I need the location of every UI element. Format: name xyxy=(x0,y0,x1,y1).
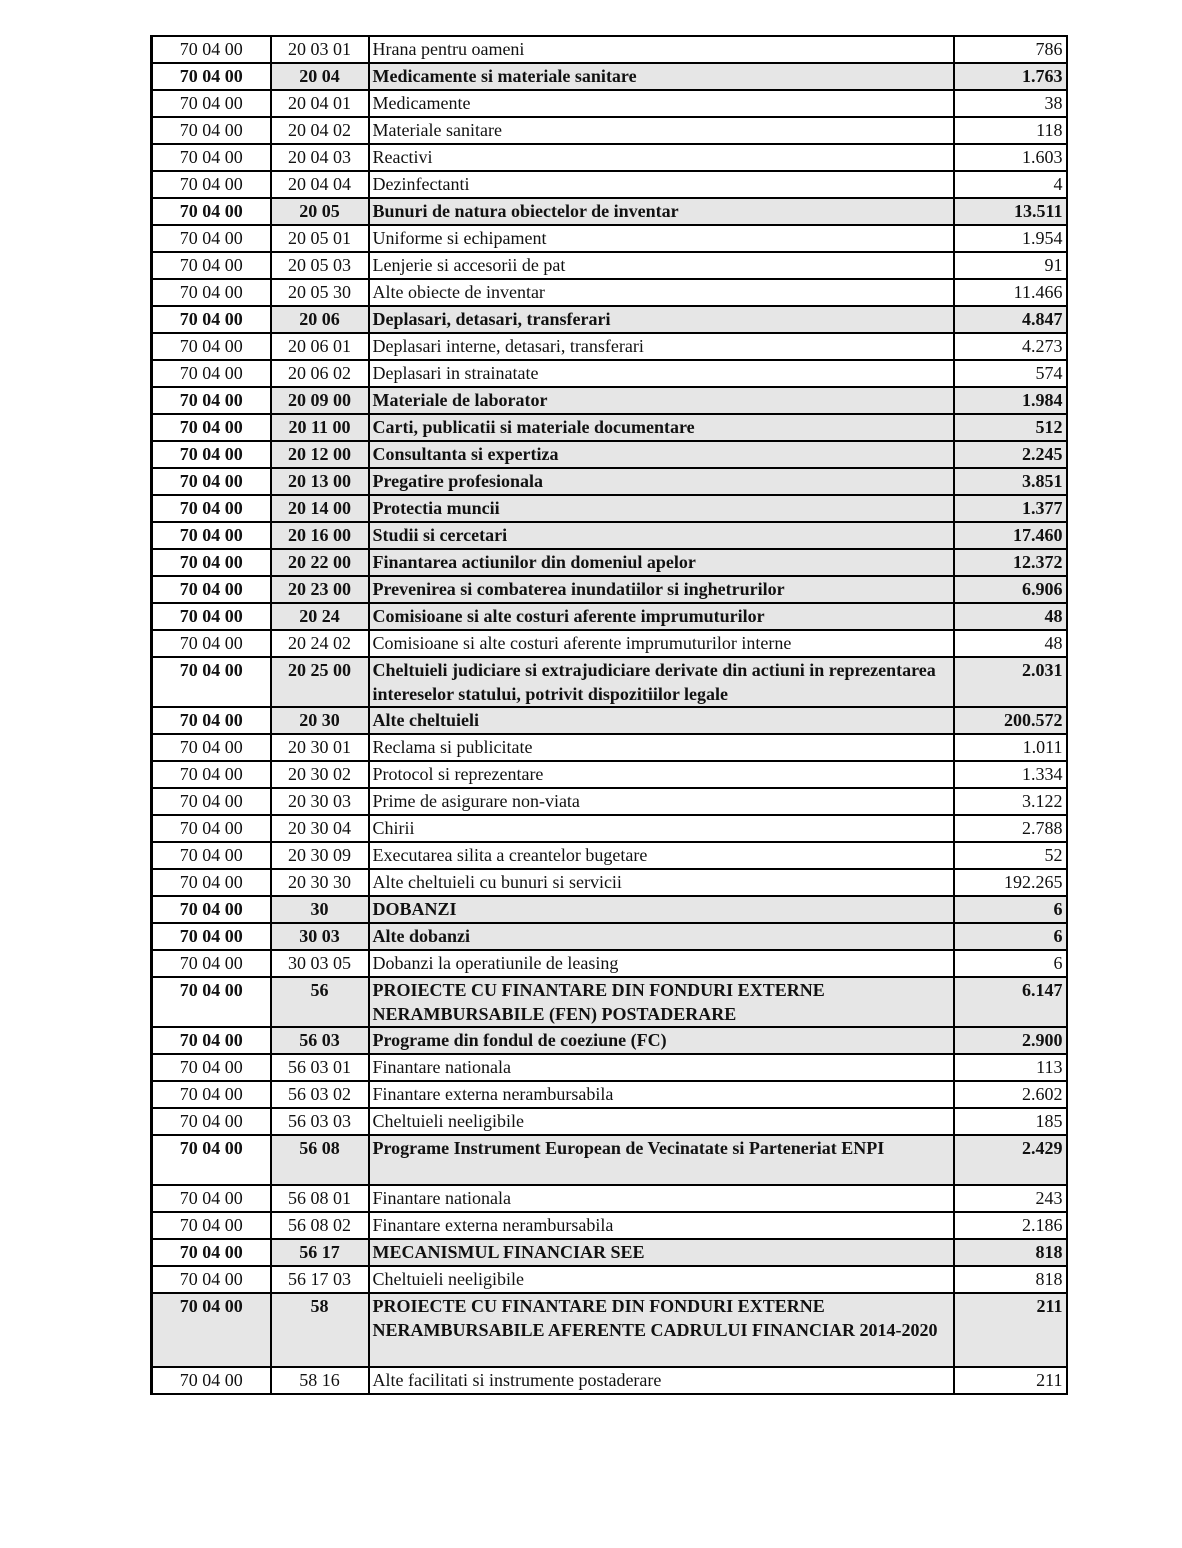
table-row xyxy=(152,603,1067,630)
table-row xyxy=(152,1185,1067,1212)
code-cell: 20 24 xyxy=(271,603,369,630)
description-cell: Deplasari interne, detasari, transferari xyxy=(369,333,954,360)
table-row xyxy=(152,360,1067,387)
description-cell: Reclama si publicitate xyxy=(369,734,954,761)
amount-cell: 48 xyxy=(954,630,1067,657)
table-row xyxy=(152,306,1067,333)
table-row xyxy=(152,923,1067,950)
table-row xyxy=(152,36,1067,63)
chapter-cell: 70 04 00 xyxy=(152,360,271,387)
amount-cell: 4.273 xyxy=(954,333,1067,360)
description-cell: PROIECTE CU FINANTARE DIN FONDURI EXTERNE NERAMBURSABILE (FEN) POSTADERARE xyxy=(369,977,954,1027)
chapter-cell: 70 04 00 xyxy=(152,657,271,707)
code-cell: 20 23 00 xyxy=(271,576,369,603)
code-cell: 20 22 00 xyxy=(271,549,369,576)
table-row xyxy=(152,977,1067,1027)
amount-cell: 818 xyxy=(954,1266,1067,1293)
table-row xyxy=(152,630,1067,657)
chapter-cell: 70 04 00 xyxy=(152,198,271,225)
description-cell: Studii si cercetari xyxy=(369,522,954,549)
description-cell: Finantarea actiunilor din domeniul apelor xyxy=(369,549,954,576)
description-cell: Reactivi xyxy=(369,144,954,171)
table-row xyxy=(152,549,1067,576)
table-row xyxy=(152,788,1067,815)
chapter-cell: 70 04 00 xyxy=(152,63,271,90)
amount-cell: 38 xyxy=(954,90,1067,117)
chapter-cell: 70 04 00 xyxy=(152,977,271,1027)
chapter-cell: 70 04 00 xyxy=(152,603,271,630)
amount-cell: 6 xyxy=(954,950,1067,977)
description-cell: Alte cheltuieli xyxy=(369,707,954,734)
code-cell: 58 16 xyxy=(271,1367,369,1394)
description-cell: Consultanta si expertiza xyxy=(369,441,954,468)
chapter-cell: 70 04 00 xyxy=(152,549,271,576)
table-row xyxy=(152,950,1067,977)
chapter-cell: 70 04 00 xyxy=(152,1027,271,1054)
code-cell: 20 04 xyxy=(271,63,369,90)
description-cell: Chirii xyxy=(369,815,954,842)
description-cell: Uniforme si echipament xyxy=(369,225,954,252)
amount-cell: 11.466 xyxy=(954,279,1067,306)
code-cell: 20 30 01 xyxy=(271,734,369,761)
amount-cell: 52 xyxy=(954,842,1067,869)
table-row xyxy=(152,896,1067,923)
chapter-cell: 70 04 00 xyxy=(152,36,271,63)
chapter-cell: 70 04 00 xyxy=(152,923,271,950)
chapter-cell: 70 04 00 xyxy=(152,468,271,495)
code-cell: 56 xyxy=(271,977,369,1027)
code-cell: 30 03 05 xyxy=(271,950,369,977)
code-cell: 20 30 03 xyxy=(271,788,369,815)
code-cell: 56 08 xyxy=(271,1135,369,1185)
amount-cell: 2.900 xyxy=(954,1027,1067,1054)
code-cell: 20 06 01 xyxy=(271,333,369,360)
amount-cell: 1.763 xyxy=(954,63,1067,90)
table-row xyxy=(152,1081,1067,1108)
table-row xyxy=(152,468,1067,495)
description-cell: Programe Instrument European de Vecinatate si Parteneriat ENPI xyxy=(369,1135,954,1185)
description-cell: DOBANZI xyxy=(369,896,954,923)
chapter-cell: 70 04 00 xyxy=(152,1108,271,1135)
amount-cell: 2.788 xyxy=(954,815,1067,842)
chapter-cell: 70 04 00 xyxy=(152,1081,271,1108)
code-cell: 58 xyxy=(271,1293,369,1367)
table-row xyxy=(152,117,1067,144)
table-row xyxy=(152,279,1067,306)
code-cell: 56 03 02 xyxy=(271,1081,369,1108)
code-cell: 20 04 02 xyxy=(271,117,369,144)
code-cell: 20 30 30 xyxy=(271,869,369,896)
amount-cell: 3.851 xyxy=(954,468,1067,495)
amount-cell: 2.031 xyxy=(954,657,1067,707)
chapter-cell: 70 04 00 xyxy=(152,869,271,896)
chapter-cell: 70 04 00 xyxy=(152,1293,271,1367)
code-cell: 20 30 09 xyxy=(271,842,369,869)
description-cell: Protectia muncii xyxy=(369,495,954,522)
description-cell: Alte obiecte de inventar xyxy=(369,279,954,306)
code-cell: 56 08 02 xyxy=(271,1212,369,1239)
amount-cell: 818 xyxy=(954,1239,1067,1266)
table-row xyxy=(152,387,1067,414)
description-cell: Materiale de laborator xyxy=(369,387,954,414)
table-row xyxy=(152,225,1067,252)
chapter-cell: 70 04 00 xyxy=(152,279,271,306)
code-cell: 56 08 01 xyxy=(271,1185,369,1212)
description-cell: Dezinfectanti xyxy=(369,171,954,198)
budget-table-body xyxy=(152,36,1067,1394)
chapter-cell: 70 04 00 xyxy=(152,788,271,815)
amount-cell: 4.847 xyxy=(954,306,1067,333)
table-row xyxy=(152,63,1067,90)
description-cell: Medicamente si materiale sanitare xyxy=(369,63,954,90)
chapter-cell: 70 04 00 xyxy=(152,1212,271,1239)
chapter-cell: 70 04 00 xyxy=(152,441,271,468)
code-cell: 20 14 00 xyxy=(271,495,369,522)
amount-cell: 243 xyxy=(954,1185,1067,1212)
budget-table xyxy=(150,35,1068,1395)
table-row xyxy=(152,198,1067,225)
code-cell: 56 03 xyxy=(271,1027,369,1054)
table-row xyxy=(152,1054,1067,1081)
amount-cell: 2.429 xyxy=(954,1135,1067,1185)
amount-cell: 12.372 xyxy=(954,549,1067,576)
chapter-cell: 70 04 00 xyxy=(152,387,271,414)
code-cell: 20 05 30 xyxy=(271,279,369,306)
table-row xyxy=(152,734,1067,761)
table-row xyxy=(152,441,1067,468)
amount-cell: 200.572 xyxy=(954,707,1067,734)
chapter-cell: 70 04 00 xyxy=(152,522,271,549)
description-cell: Finantare nationala xyxy=(369,1185,954,1212)
chapter-cell: 70 04 00 xyxy=(152,842,271,869)
code-cell: 20 09 00 xyxy=(271,387,369,414)
chapter-cell: 70 04 00 xyxy=(152,576,271,603)
amount-cell: 2.602 xyxy=(954,1081,1067,1108)
description-cell: Prevenirea si combaterea inundatiilor si inghetrurilor xyxy=(369,576,954,603)
chapter-cell: 70 04 00 xyxy=(152,225,271,252)
chapter-cell: 70 04 00 xyxy=(152,1185,271,1212)
code-cell: 20 30 04 xyxy=(271,815,369,842)
description-cell: Finantare externa nerambursabila xyxy=(369,1081,954,1108)
amount-cell: 185 xyxy=(954,1108,1067,1135)
amount-cell: 13.511 xyxy=(954,198,1067,225)
code-cell: 20 04 01 xyxy=(271,90,369,117)
amount-cell: 48 xyxy=(954,603,1067,630)
chapter-cell: 70 04 00 xyxy=(152,734,271,761)
description-cell: Finantare nationala xyxy=(369,1054,954,1081)
description-cell: Materiale sanitare xyxy=(369,117,954,144)
code-cell: 20 06 xyxy=(271,306,369,333)
table-row xyxy=(152,657,1067,707)
amount-cell: 2.186 xyxy=(954,1212,1067,1239)
description-cell: Bunuri de natura obiectelor de inventar xyxy=(369,198,954,225)
amount-cell: 6 xyxy=(954,896,1067,923)
description-cell: Deplasari, detasari, transferari xyxy=(369,306,954,333)
table-row xyxy=(152,1212,1067,1239)
table-row xyxy=(152,171,1067,198)
amount-cell: 1.377 xyxy=(954,495,1067,522)
code-cell: 20 05 xyxy=(271,198,369,225)
description-cell: Alte cheltuieli cu bunuri si servicii xyxy=(369,869,954,896)
amount-cell: 512 xyxy=(954,414,1067,441)
table-row xyxy=(152,1239,1067,1266)
chapter-cell: 70 04 00 xyxy=(152,1054,271,1081)
description-cell: Hrana pentru oameni xyxy=(369,36,954,63)
code-cell: 20 06 02 xyxy=(271,360,369,387)
amount-cell: 113 xyxy=(954,1054,1067,1081)
description-cell: Medicamente xyxy=(369,90,954,117)
description-cell: Prime de asigurare non-viata xyxy=(369,788,954,815)
chapter-cell: 70 04 00 xyxy=(152,1367,271,1394)
code-cell: 20 30 02 xyxy=(271,761,369,788)
code-cell: 56 03 03 xyxy=(271,1108,369,1135)
code-cell: 56 17 xyxy=(271,1239,369,1266)
code-cell: 30 xyxy=(271,896,369,923)
description-cell: Dobanzi la operatiunile de leasing xyxy=(369,950,954,977)
description-cell: Cheltuieli judiciare si extrajudiciare derivate din actiuni in reprezentarea intereselor statului, potrivit dispozitiilor legale xyxy=(369,657,954,707)
chapter-cell: 70 04 00 xyxy=(152,630,271,657)
amount-cell: 1.334 xyxy=(954,761,1067,788)
description-cell: Alte facilitati si instrumente postaderare xyxy=(369,1367,954,1394)
table-row xyxy=(152,252,1067,279)
table-row xyxy=(152,707,1067,734)
table-row xyxy=(152,414,1067,441)
description-cell: Cheltuieli neeligibile xyxy=(369,1108,954,1135)
code-cell: 20 12 00 xyxy=(271,441,369,468)
chapter-cell: 70 04 00 xyxy=(152,1135,271,1185)
chapter-cell: 70 04 00 xyxy=(152,333,271,360)
table-row xyxy=(152,869,1067,896)
table-row xyxy=(152,761,1067,788)
description-cell: Deplasari in strainatate xyxy=(369,360,954,387)
chapter-cell: 70 04 00 xyxy=(152,495,271,522)
chapter-cell: 70 04 00 xyxy=(152,1266,271,1293)
table-row xyxy=(152,815,1067,842)
code-cell: 30 03 xyxy=(271,923,369,950)
code-cell: 20 25 00 xyxy=(271,657,369,707)
chapter-cell: 70 04 00 xyxy=(152,171,271,198)
chapter-cell: 70 04 00 xyxy=(152,1239,271,1266)
chapter-cell: 70 04 00 xyxy=(152,144,271,171)
table-row xyxy=(152,1266,1067,1293)
description-cell: Programe din fondul de coeziune (FC) xyxy=(369,1027,954,1054)
table-row xyxy=(152,1027,1067,1054)
amount-cell: 1.984 xyxy=(954,387,1067,414)
chapter-cell: 70 04 00 xyxy=(152,950,271,977)
code-cell: 20 04 04 xyxy=(271,171,369,198)
code-cell: 20 13 00 xyxy=(271,468,369,495)
description-cell: Carti, publicatii si materiale documentare xyxy=(369,414,954,441)
description-cell: Cheltuieli neeligibile xyxy=(369,1266,954,1293)
chapter-cell: 70 04 00 xyxy=(152,414,271,441)
code-cell: 20 30 xyxy=(271,707,369,734)
chapter-cell: 70 04 00 xyxy=(152,815,271,842)
table-row xyxy=(152,144,1067,171)
amount-cell: 192.265 xyxy=(954,869,1067,896)
code-cell: 20 04 03 xyxy=(271,144,369,171)
amount-cell: 2.245 xyxy=(954,441,1067,468)
amount-cell: 6.147 xyxy=(954,977,1067,1027)
code-cell: 20 05 03 xyxy=(271,252,369,279)
table-row xyxy=(152,842,1067,869)
code-cell: 56 03 01 xyxy=(271,1054,369,1081)
code-cell: 20 11 00 xyxy=(271,414,369,441)
chapter-cell: 70 04 00 xyxy=(152,117,271,144)
code-cell: 56 17 03 xyxy=(271,1266,369,1293)
amount-cell: 211 xyxy=(954,1367,1067,1394)
code-cell: 20 03 01 xyxy=(271,36,369,63)
chapter-cell: 70 04 00 xyxy=(152,707,271,734)
table-row xyxy=(152,1108,1067,1135)
amount-cell: 91 xyxy=(954,252,1067,279)
amount-cell: 3.122 xyxy=(954,788,1067,815)
table-row xyxy=(152,1293,1067,1367)
amount-cell: 17.460 xyxy=(954,522,1067,549)
code-cell: 20 05 01 xyxy=(271,225,369,252)
description-cell: Comisioane si alte costuri aferente imprumuturilor interne xyxy=(369,630,954,657)
amount-cell: 118 xyxy=(954,117,1067,144)
description-cell: MECANISMUL FINANCIAR SEE xyxy=(369,1239,954,1266)
chapter-cell: 70 04 00 xyxy=(152,252,271,279)
amount-cell: 1.954 xyxy=(954,225,1067,252)
description-cell: PROIECTE CU FINANTARE DIN FONDURI EXTERNE NERAMBURSABILE AFERENTE CADRULUI FINANCIAR 2014-2020 xyxy=(369,1293,954,1367)
amount-cell: 1.011 xyxy=(954,734,1067,761)
chapter-cell: 70 04 00 xyxy=(152,90,271,117)
description-cell: Lenjerie si accesorii de pat xyxy=(369,252,954,279)
table-row xyxy=(152,495,1067,522)
table-row xyxy=(152,90,1067,117)
description-cell: Protocol si reprezentare xyxy=(369,761,954,788)
code-cell: 20 16 00 xyxy=(271,522,369,549)
description-cell: Alte dobanzi xyxy=(369,923,954,950)
amount-cell: 1.603 xyxy=(954,144,1067,171)
amount-cell: 211 xyxy=(954,1293,1067,1367)
amount-cell: 786 xyxy=(954,36,1067,63)
code-cell: 20 24 02 xyxy=(271,630,369,657)
amount-cell: 4 xyxy=(954,171,1067,198)
description-cell: Pregatire profesionala xyxy=(369,468,954,495)
amount-cell: 6 xyxy=(954,923,1067,950)
description-cell: Finantare externa nerambursabila xyxy=(369,1212,954,1239)
table-row xyxy=(152,576,1067,603)
chapter-cell: 70 04 00 xyxy=(152,896,271,923)
description-cell: Executarea silita a creantelor bugetare xyxy=(369,842,954,869)
chapter-cell: 70 04 00 xyxy=(152,761,271,788)
description-cell: Comisioane si alte costuri aferente imprumuturilor xyxy=(369,603,954,630)
table-row xyxy=(152,522,1067,549)
table-row xyxy=(152,333,1067,360)
table-row xyxy=(152,1367,1067,1394)
amount-cell: 574 xyxy=(954,360,1067,387)
chapter-cell: 70 04 00 xyxy=(152,306,271,333)
amount-cell: 6.906 xyxy=(954,576,1067,603)
table-row xyxy=(152,1135,1067,1185)
